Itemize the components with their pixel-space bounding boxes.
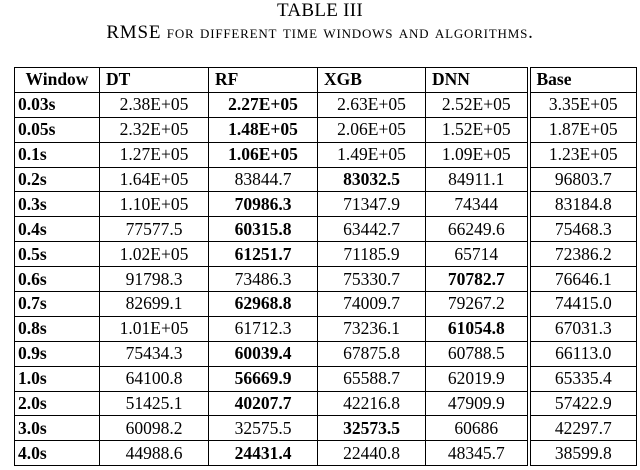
cell-base: 83184.8 bbox=[529, 192, 637, 217]
table-row bbox=[15, 117, 637, 142]
cell-xgb: 2.63E+05 bbox=[318, 92, 426, 117]
cell-rf: 83844.7 bbox=[209, 167, 318, 192]
table-row bbox=[15, 242, 637, 267]
cell-window: 0.5s bbox=[15, 242, 100, 267]
cell-window: 0.05s bbox=[15, 117, 100, 142]
cell-xgb: 42216.8 bbox=[318, 391, 426, 416]
cell-base: 1.87E+05 bbox=[529, 117, 637, 142]
table-row bbox=[15, 267, 637, 292]
cell-window: 0.4s bbox=[15, 217, 100, 242]
cell-xgb: 71185.9 bbox=[318, 242, 426, 267]
header-window: Window bbox=[15, 68, 100, 93]
header-base: Base bbox=[529, 68, 637, 93]
cell-base: 38599.8 bbox=[529, 441, 637, 466]
table-caption: RMSE for different time windows and algorithms. bbox=[106, 22, 534, 43]
table-row bbox=[15, 366, 637, 391]
cell-dt: 91798.3 bbox=[100, 267, 209, 292]
cell-dnn: 1.09E+05 bbox=[426, 142, 529, 167]
cell-dnn: 70782.7 bbox=[426, 267, 529, 292]
cell-base: 74415.0 bbox=[529, 292, 637, 317]
cell-base: 42297.7 bbox=[529, 416, 637, 441]
cell-rf: 62968.8 bbox=[209, 292, 318, 317]
cell-rf: 70986.3 bbox=[209, 192, 318, 217]
cell-dnn: 84911.1 bbox=[426, 167, 529, 192]
cell-dt: 82699.1 bbox=[100, 292, 209, 317]
cell-window: 2.0s bbox=[15, 391, 100, 416]
cell-xgb: 1.49E+05 bbox=[318, 142, 426, 167]
rmse-table bbox=[14, 67, 637, 466]
cell-window: 0.8s bbox=[15, 316, 100, 341]
cell-dnn: 65714 bbox=[426, 242, 529, 267]
table-row bbox=[15, 92, 637, 117]
cell-base: 1.23E+05 bbox=[529, 142, 637, 167]
cell-xgb: 83032.5 bbox=[318, 167, 426, 192]
cell-xgb: 71347.9 bbox=[318, 192, 426, 217]
cell-dnn: 60686 bbox=[426, 416, 529, 441]
cell-window: 0.3s bbox=[15, 192, 100, 217]
cell-dt: 64100.8 bbox=[100, 366, 209, 391]
cell-base: 67031.3 bbox=[529, 316, 637, 341]
cell-rf: 61712.3 bbox=[209, 316, 318, 341]
cell-xgb: 63442.7 bbox=[318, 217, 426, 242]
cell-dt: 1.64E+05 bbox=[100, 167, 209, 192]
table-row bbox=[15, 391, 637, 416]
cell-dt: 44988.6 bbox=[100, 441, 209, 466]
cell-base: 3.35E+05 bbox=[529, 92, 637, 117]
table-row bbox=[15, 441, 637, 466]
cell-rf: 40207.7 bbox=[209, 391, 318, 416]
cell-dnn: 1.52E+05 bbox=[426, 117, 529, 142]
cell-dnn: 79267.2 bbox=[426, 292, 529, 317]
cell-xgb: 74009.7 bbox=[318, 292, 426, 317]
cell-window: 0.7s bbox=[15, 292, 100, 317]
cell-rf: 56669.9 bbox=[209, 366, 318, 391]
cell-window: 0.2s bbox=[15, 167, 100, 192]
cell-xgb: 67875.8 bbox=[318, 341, 426, 366]
cell-base: 72386.2 bbox=[529, 242, 637, 267]
cell-base: 57422.9 bbox=[529, 391, 637, 416]
cell-dnn: 2.52E+05 bbox=[426, 92, 529, 117]
cell-dnn: 61054.8 bbox=[426, 316, 529, 341]
cell-base: 66113.0 bbox=[529, 341, 637, 366]
cell-rf: 61251.7 bbox=[209, 242, 318, 267]
cell-window: 3.0s bbox=[15, 416, 100, 441]
table-row bbox=[15, 167, 637, 192]
table-row bbox=[15, 416, 637, 441]
cell-base: 65335.4 bbox=[529, 366, 637, 391]
table-row bbox=[15, 316, 637, 341]
cell-window: 4.0s bbox=[15, 441, 100, 466]
cell-dnn: 47909.9 bbox=[426, 391, 529, 416]
cell-window: 0.03s bbox=[15, 92, 100, 117]
header-xgb: XGB bbox=[318, 68, 426, 93]
cell-dnn: 66249.6 bbox=[426, 217, 529, 242]
cell-dt: 1.02E+05 bbox=[100, 242, 209, 267]
cell-dnn: 60788.5 bbox=[426, 341, 529, 366]
header-rf: RF bbox=[209, 68, 318, 93]
cell-dnn: 74344 bbox=[426, 192, 529, 217]
table-row bbox=[15, 192, 637, 217]
cell-dnn: 62019.9 bbox=[426, 366, 529, 391]
cell-rf: 1.06E+05 bbox=[209, 142, 318, 167]
cell-window: 1.0s bbox=[15, 366, 100, 391]
table-row bbox=[15, 292, 637, 317]
cell-xgb: 32573.5 bbox=[318, 416, 426, 441]
cell-rf: 2.27E+05 bbox=[209, 92, 318, 117]
cell-dt: 2.32E+05 bbox=[100, 117, 209, 142]
cell-dt: 51425.1 bbox=[100, 391, 209, 416]
cell-window: 0.1s bbox=[15, 142, 100, 167]
cell-dt: 2.38E+05 bbox=[100, 92, 209, 117]
header-dt: DT bbox=[100, 68, 209, 93]
cell-window: 0.6s bbox=[15, 267, 100, 292]
header-row bbox=[15, 68, 637, 93]
cell-rf: 24431.4 bbox=[209, 441, 318, 466]
cell-rf: 60315.8 bbox=[209, 217, 318, 242]
cell-rf: 60039.4 bbox=[209, 341, 318, 366]
cell-base: 76646.1 bbox=[529, 267, 637, 292]
cell-dt: 1.01E+05 bbox=[100, 316, 209, 341]
table-body bbox=[15, 92, 637, 465]
cell-base: 75468.3 bbox=[529, 217, 637, 242]
table-row bbox=[15, 217, 637, 242]
cell-base: 96803.7 bbox=[529, 167, 637, 192]
cell-dt: 1.27E+05 bbox=[100, 142, 209, 167]
cell-dt: 60098.2 bbox=[100, 416, 209, 441]
cell-xgb: 2.06E+05 bbox=[318, 117, 426, 142]
cell-xgb: 73236.1 bbox=[318, 316, 426, 341]
cell-dt: 77577.5 bbox=[100, 217, 209, 242]
header-dnn: DNN bbox=[426, 68, 529, 93]
cell-rf: 32575.5 bbox=[209, 416, 318, 441]
cell-rf: 73486.3 bbox=[209, 267, 318, 292]
cell-xgb: 65588.7 bbox=[318, 366, 426, 391]
cell-window: 0.9s bbox=[15, 341, 100, 366]
cell-xgb: 22440.8 bbox=[318, 441, 426, 466]
cell-dt: 1.10E+05 bbox=[100, 192, 209, 217]
cell-xgb: 75330.7 bbox=[318, 267, 426, 292]
table-number: TABLE III bbox=[276, 0, 364, 21]
table-row bbox=[15, 142, 637, 167]
table-row bbox=[15, 341, 637, 366]
cell-dt: 75434.3 bbox=[100, 341, 209, 366]
cell-dnn: 48345.7 bbox=[426, 441, 529, 466]
cell-rf: 1.48E+05 bbox=[209, 117, 318, 142]
